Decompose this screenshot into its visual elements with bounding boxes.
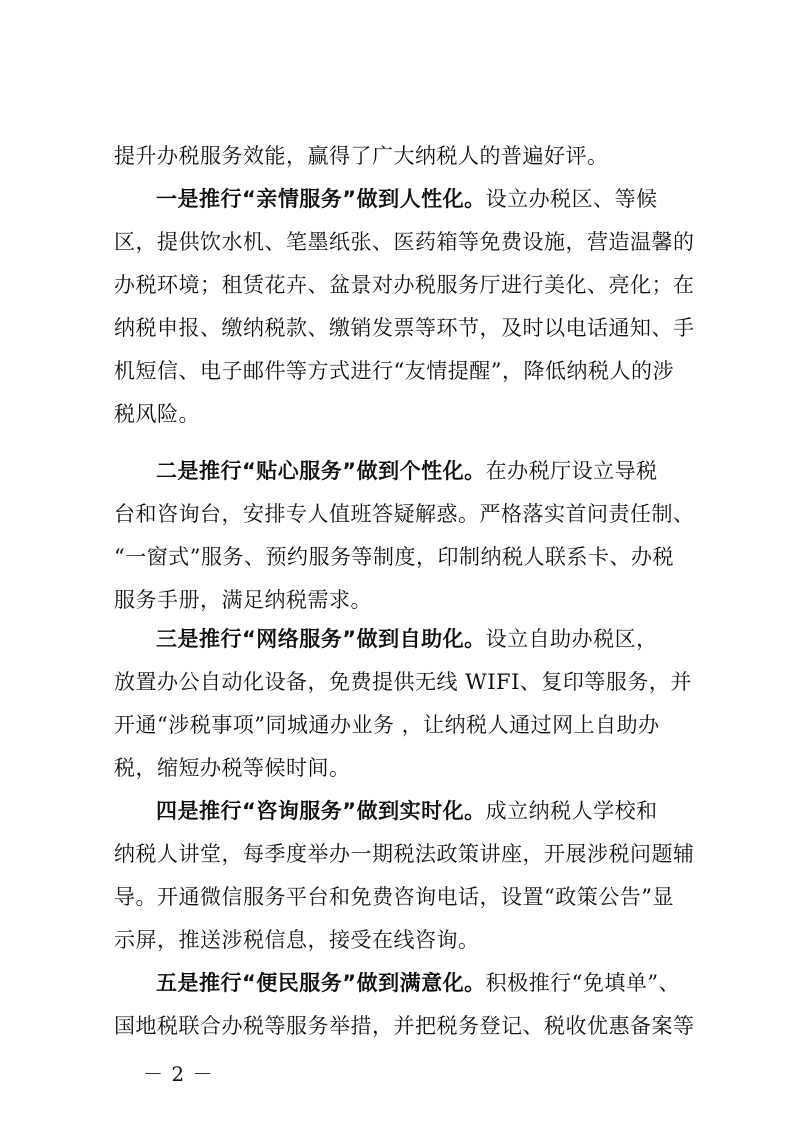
- text-line: [114, 669, 692, 695]
- line-text: 放置办公自动化设备，免费提供无线 WIFI、复印等服务，并: [114, 670, 692, 694]
- text-line: [114, 927, 684, 953]
- text-line: [114, 884, 684, 910]
- text-line: [114, 401, 684, 427]
- line-text: 税，缩短办税等候时间。: [114, 756, 351, 780]
- text-line: [114, 272, 695, 298]
- text-line: [114, 315, 695, 341]
- line-text: 服务手册，满足纳税需求。: [114, 588, 372, 612]
- paragraph-2-heading: 二是推行“贴心服务”做到个性化。: [156, 459, 486, 483]
- line-text: 成立纳税人学校和: [485, 799, 658, 823]
- line-text: 设立自助办税区，: [485, 627, 658, 651]
- line-text: 国地税联合办税等服务举措，并把税务登记、税收优惠备案等: [114, 1014, 695, 1038]
- line-text: 办税环境；租赁花卉、盆景对办税服务厅进行美化、亮化；在: [114, 273, 695, 297]
- text-line: [114, 587, 684, 613]
- paragraph-2-heading-line: [156, 458, 684, 484]
- line-text: “一窗式”服务、预约服务等制度，印制纳税人联系卡、办税: [114, 545, 674, 569]
- paragraph-1-heading-line: [156, 186, 684, 212]
- paragraph-4-heading-line: [156, 798, 684, 824]
- text-line: [114, 841, 695, 867]
- line-text: 税风险。: [114, 402, 200, 426]
- paragraph-5-heading: 五是推行“便民服务”做到满意化。: [156, 971, 486, 995]
- paragraph-4-heading: 四是推行“咨询服务”做到实时化。: [156, 799, 486, 823]
- line-text: 设立办税区、等候: [485, 187, 658, 211]
- paragraph-3-heading: 三是推行“网络服务”做到自助化。: [156, 627, 486, 651]
- paragraph-1-heading: 一是推行“亲情服务”做到人性化。: [156, 187, 486, 211]
- line-text: 纳税申报、缴纳税款、缴销发票等环节，及时以电话通知、手: [114, 316, 695, 340]
- text-line: [114, 143, 684, 169]
- page-number: － 2 －: [143, 1062, 214, 1086]
- line-text: 示屏，推送涉税信息，接受在线咨询。: [114, 928, 480, 952]
- text-line: [114, 712, 684, 738]
- line-text: 在办税厅设立导税: [485, 459, 658, 483]
- text-line: [114, 1013, 695, 1039]
- line-text: 提升办税服务效能，赢得了广大纳税人的普遍好评。: [114, 144, 609, 168]
- text-line: [114, 544, 684, 570]
- text-line: [114, 229, 695, 255]
- line-text: 台和咨询台，安排专人值班答疑解惑。严格落实首问责任制、: [114, 502, 695, 526]
- text-line: [114, 501, 695, 527]
- line-text: 导。开通微信服务平台和免费咨询电话，设置“政策公告”显: [114, 885, 674, 909]
- line-text: 积极推行“免填单”、: [485, 971, 681, 995]
- paragraph-5-heading-line: [156, 970, 684, 996]
- line-text: 机短信、电子邮件等方式进行“友情提醒”，降低纳税人的涉: [114, 359, 674, 383]
- line-text: 开通“涉税事项”同城通办业务 ，让纳税人通过网上自助办: [114, 713, 660, 737]
- text-line: [114, 358, 684, 384]
- paragraph-3-heading-line: [156, 626, 684, 652]
- text-line: [114, 755, 684, 781]
- line-text: 区，提供饮水机、笔墨纸张、医药箱等免费设施，营造温馨的: [114, 230, 695, 254]
- line-text: 纳税人讲堂，每季度举办一期税法政策讲座，开展涉税问题辅: [114, 842, 695, 866]
